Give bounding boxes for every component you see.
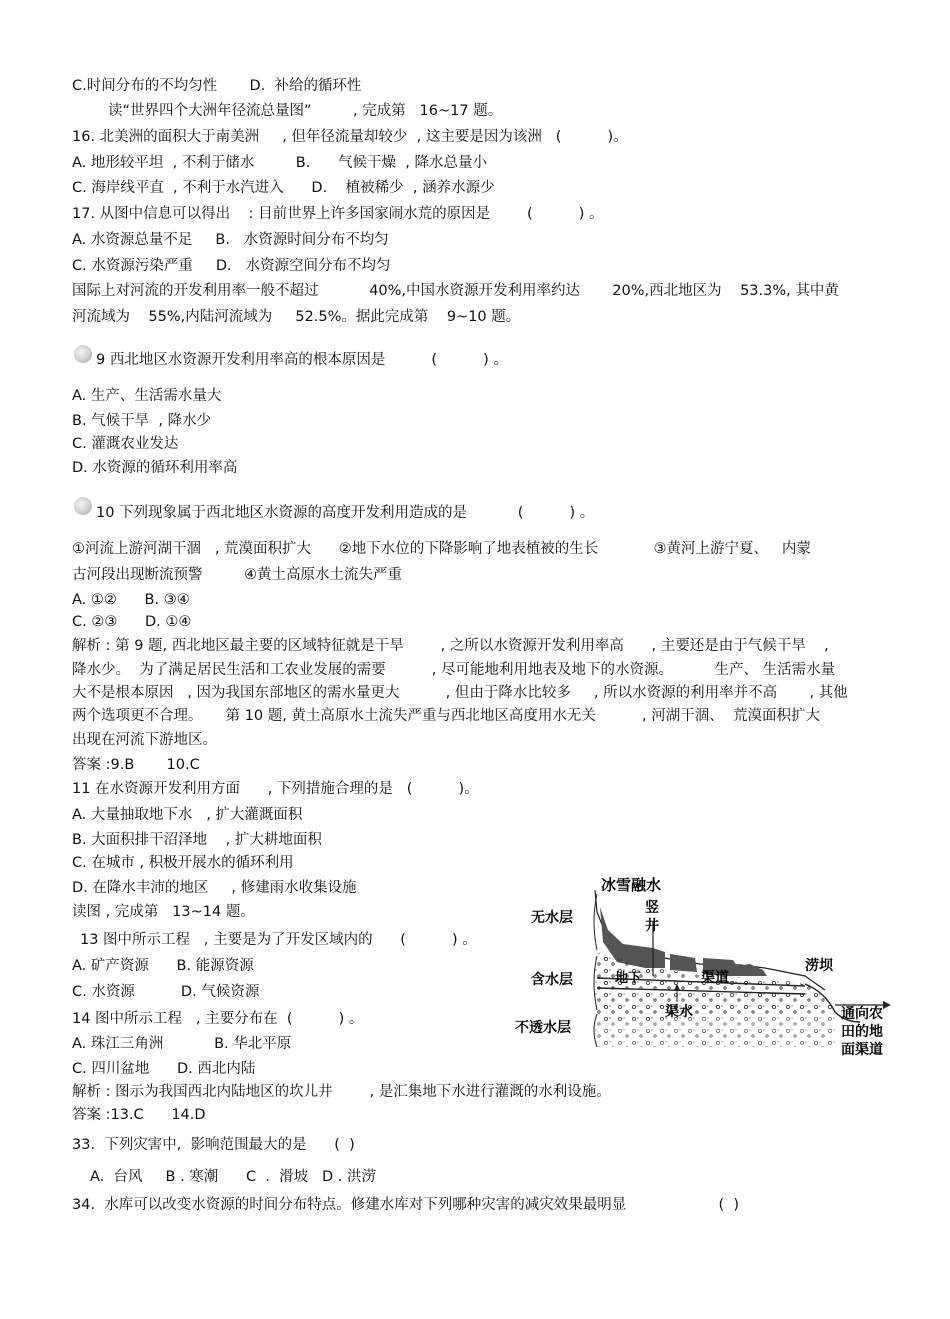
option-line: A. 台风 B . 寒潮 C . 滑坡 D . 洪涝 bbox=[90, 1169, 376, 1185]
label-canal-water: 渠水 bbox=[665, 1004, 693, 1020]
label-snowmelt: 冰雪融水 bbox=[601, 876, 662, 894]
label-destination: 田的地 bbox=[841, 1024, 883, 1040]
option-line: C. 在城市 , 积极开展水的循环利用 bbox=[72, 855, 294, 871]
option-line: A. 矿产资源 B. 能源资源 bbox=[72, 958, 254, 974]
analysis-line: 大不是根本原因 , 因为我国东部地区的需水量更大 , 但由于降水比较多 , 所以水资源的利用率并不高 , 其他 bbox=[72, 685, 848, 701]
option-line: A. 水资源总量不足 B. 水资源时间分布不均匀 bbox=[72, 232, 389, 248]
dry-layer-block bbox=[670, 954, 697, 972]
statement-line: ①河流上游河湖干涸 , 荒漠面积扩大 ②地下水位的下降影响了地表植被的生长 ③黄河上游宁夏、 内蒙 bbox=[72, 541, 811, 557]
instruction-line: 读“世界四个大洲年径流总量图” , 完成第 16~17 题。 bbox=[108, 103, 503, 119]
answer-line: 答案 :13.C 14.D bbox=[72, 1107, 206, 1123]
bullet-icon bbox=[74, 345, 92, 363]
analysis-line: 出现在河流下游地区。 bbox=[72, 732, 217, 748]
label-destination: 通向农 bbox=[841, 1006, 883, 1022]
option-line: D. 水资源的循环利用率高 bbox=[72, 460, 238, 476]
question-14: 14 图中所示工程 , 主要分布在 ( ) 。 bbox=[72, 1011, 364, 1027]
option-line: C.时间分布的不均匀性 D. 补给的循环性 bbox=[72, 78, 362, 94]
bullet-icon bbox=[74, 497, 92, 515]
statement-line: 古河段出现断流预警 ④黄土高原水土流失严重 bbox=[72, 567, 402, 583]
label-impermeable-layer: 不透水层 bbox=[515, 1020, 571, 1036]
question-33: 33. 下列灾害中, 影响范围最大的是 ( ) bbox=[72, 1137, 355, 1153]
label-shaft: 竖 bbox=[645, 900, 659, 916]
label-no-water-layer: 无水层 bbox=[531, 910, 573, 926]
option-line: B. 大面积排干沼泽地 , 扩大耕地面积 bbox=[72, 832, 322, 848]
question-9: 9 西北地区水资源开发利用率高的根本原因是 ( ) 。 bbox=[96, 352, 508, 368]
question-16: 16. 北美洲的面积大于南美洲 , 但年径流量却较少 , 这主要是因为该洲 ( )。 bbox=[72, 129, 628, 145]
question-10: 10 下列现象属于西北地区水资源的高度开发利用造成的是 ( ) 。 bbox=[96, 505, 595, 521]
option-line: A. 生产、生活需水量大 bbox=[72, 388, 222, 404]
analysis-line: 解析 : 图示为我国西北内陆地区的坎儿井 , 是汇集地下水进行灌溉的水利设施。 bbox=[72, 1084, 611, 1100]
label-weir: 涝坝 bbox=[805, 958, 833, 974]
analysis-line: 两个选项更不合理。 第 10 题, 黄土高原水土流失严重与西北地区高度用水无关 , 河湖干涸、 荒漠面积扩大 bbox=[72, 708, 820, 724]
option-line: C. 四川盆地 D. 西北内陆 bbox=[72, 1061, 256, 1077]
label-destination: 面渠道 bbox=[841, 1042, 883, 1058]
label-underground: 地下 bbox=[615, 971, 642, 986]
label-aquifer: 含水层 bbox=[531, 972, 573, 988]
option-line: C. 水资源 D. 气候资源 bbox=[72, 984, 260, 1000]
question-13: 13 图中所示工程 , 主要是为了开发区域内的 ( ) 。 bbox=[80, 932, 477, 948]
question-17: 17. 从图中信息可以得出 : 目前世界上许多国家闹水荒的原因是 ( ) 。 bbox=[72, 206, 604, 222]
option-line: A. 大量抽取地下水 , 扩大灌溉面积 bbox=[72, 807, 303, 823]
karez-diagram bbox=[505, 872, 905, 1062]
option-line: D. 在降水丰沛的地区 , 修建雨水收集设施 bbox=[72, 880, 357, 896]
answer-line: 答案 :9.B 10.C bbox=[72, 757, 200, 773]
instruction-line: 读图 , 完成第 13~14 题。 bbox=[72, 904, 255, 920]
option-line: C. 海岸线平直 , 不利于水汽进入 D. 植被稀少 , 涵养水源少 bbox=[72, 180, 495, 196]
option-line: A. 珠江三角洲 B. 华北平原 bbox=[72, 1036, 292, 1052]
question-11: 11 在水资源开发利用方面 , 下列措施合理的是 ( )。 bbox=[72, 781, 479, 797]
option-line: A. ①② B. ③④ bbox=[72, 592, 190, 608]
analysis-line: 解析 : 第 9 题, 西北地区最主要的区域特征就是干旱 , 之所以水资源开发利用率高 , 主要还是由于气候干旱 , bbox=[72, 638, 829, 654]
option-line: B. 气候干旱 , 降水少 bbox=[72, 413, 212, 429]
paragraph-line: 国际上对河流的开发利用率一般不超过 40%,中国水资源开发利用率约达 20%,西北地区为 53.3%, 其中黄 bbox=[72, 283, 839, 299]
paragraph-line: 河流域为 55%,内陆河流域为 52.5%。据此完成第 9~10 题。 bbox=[72, 309, 521, 325]
analysis-line: 降水少。 为了满足居民生活和工农业发展的需要 , 尽可能地利用地表及地下的水资源。 生产、 生活需水量 bbox=[72, 662, 836, 678]
option-line: C. 灌溉农业发达 bbox=[72, 436, 179, 452]
question-34: 34. 水库可以改变水资源的时间分布特点。修建水库对下列哪种灾害的减灾效果最明显 ( ) bbox=[72, 1197, 739, 1213]
label-channel: 渠道 bbox=[701, 970, 729, 986]
option-line: A. 地形较平坦 , 不利于储水 B. 气候干燥 , 降水总量小 bbox=[72, 155, 487, 171]
option-line: C. 水资源污染严重 D. 水资源空间分布不均匀 bbox=[72, 258, 391, 274]
label-shaft: 井 bbox=[645, 918, 659, 934]
option-line: C. ②③ D. ①④ bbox=[72, 614, 192, 630]
arrow-head-icon bbox=[883, 1001, 891, 1009]
